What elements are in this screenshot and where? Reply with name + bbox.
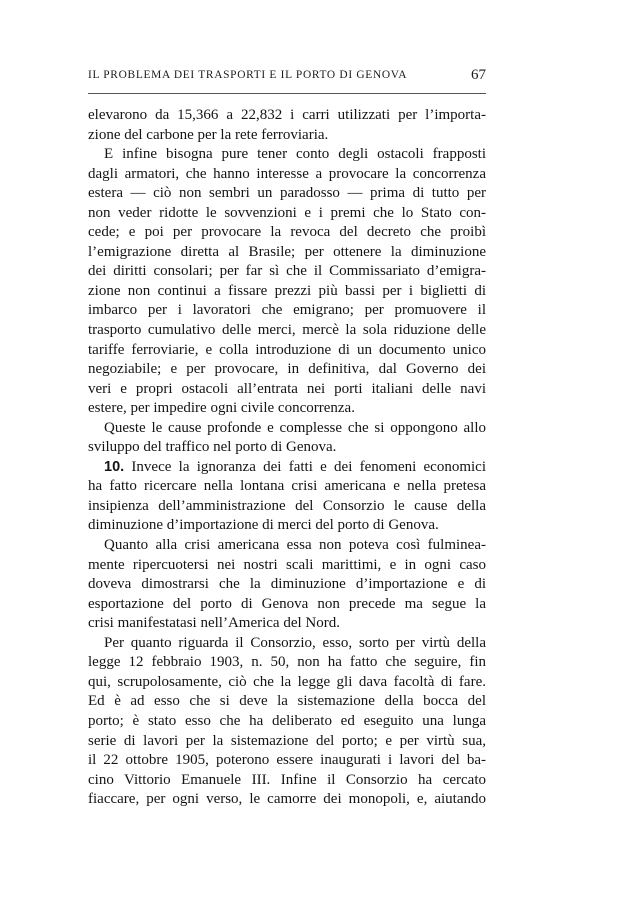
text-line	[88, 458, 486, 478]
text-line: Quanto alla crisi americana essa non poteva così fulminea-	[104, 537, 486, 554]
text-line: Per quanto riguarda il Consorzio, esso, sorto per virtù della	[104, 634, 486, 651]
paragraph	[88, 145, 486, 419]
text-line: estera — ciò non sembri un paradosso — prima di tutto per	[88, 185, 486, 202]
text-line: insipienza dell’amministrazione del Consorzio le cause della	[88, 497, 486, 514]
text-line: il 22 ottobre 1905, poterono essere inaugurati i lavori del ba-	[88, 752, 486, 769]
text-line: sviluppo del traffico nel porto di Genova.	[88, 439, 337, 456]
text-line: doveva dimostrarsi che la diminuzione d’importazione e di	[88, 576, 486, 593]
text-line: non veder ridotte le sovvenzioni e i premi che lo Stato con-	[88, 204, 486, 221]
text-line: trasporto cumulativo delle merci, mercè la sola riduzione delle	[88, 322, 486, 339]
paragraph	[88, 634, 486, 810]
header-rule	[88, 93, 486, 94]
text-line: zione del carbone per la rete ferroviaria.	[88, 126, 329, 143]
text-line: qui, scrupolosamente, ciò che la legge gli dava facoltà di fare.	[88, 673, 486, 690]
page-number: 67	[471, 67, 486, 83]
text-line: imbarco per i lavoratori che emigrano; per promuovere il	[88, 302, 486, 319]
paragraph	[88, 419, 486, 458]
text-line: esportazione del porto di Genova non precede ma segue la	[88, 595, 486, 612]
paragraph	[88, 536, 486, 634]
text-line: fiaccare, per ogni verso, le camorre dei monopoli, e, aiutando	[88, 791, 486, 808]
text-line: Ed è ad esso che si deve la sistemazione della bocca del	[88, 693, 486, 710]
text-line: cede; e poi per provocare la revoca del decreto che proibì	[88, 224, 486, 241]
text-line: tariffe ferroviarie, e colla introduzione di un documento unico	[88, 341, 486, 358]
text-line: negoziabile; e per provocare, in definitiva, dal Governo dei	[88, 361, 486, 378]
text-line: estere, per impedire ogni civile concorrenza.	[88, 400, 355, 417]
text-line: elevarono da 15,366 a 22,832 i carri utilizzati per l’importa-	[88, 107, 486, 123]
text-line: l’emigrazione diretta al Brasile; per ottenere la diminuzione	[88, 243, 486, 260]
text-line: Queste le cause profonde e complesse che si oppongono allo	[104, 419, 486, 436]
text-line: veri e propri ostacoli all’entrata nei porti italiani delle navi	[88, 380, 486, 397]
text-line: cino Vittorio Emanuele III. Infine il Consorzio ha cercato	[88, 771, 486, 788]
text-line: dagli armatori, che hanno interesse a provocare la concorrenza	[88, 165, 486, 182]
paragraph	[88, 106, 486, 145]
text-line: legge 12 febbraio 1903, n. 50, non ha fatto che seguire, fin	[88, 654, 486, 671]
text-line: serie di lavori per la sistemazione del porto; e per virtù sua,	[88, 732, 486, 749]
text-line: crisi manifestatasi nell’America del Nord.	[88, 615, 340, 632]
running-header: IL PROBLEMA DEI TRASPORTI E IL PORTO DI GENOVA	[88, 69, 408, 81]
text-line: porto; è stato esso che ha deliberato ed eseguito una lunga	[88, 712, 486, 729]
text-line: mente ripercuotersi nei nostri scali marittimi, e in ogni caso	[88, 556, 486, 573]
text-line: E infine bisogna pure tener conto degli ostacoli frapposti	[104, 146, 486, 163]
text-line: zione non continui a fissare prezzi più bassi per i biglietti di	[88, 282, 486, 299]
text-line: diminuzione d’importazione di merci del porto di Genova.	[88, 517, 439, 534]
text-line-content: Invece la ignoranza dei fatti e dei fenomeni economici	[124, 458, 486, 475]
text-line: ha fatto ricercare nella lontana crisi americana e nella pretesa	[88, 478, 486, 495]
text-line: dei diritti consolari; per far sì che il Commissariato d’emigra-	[88, 263, 486, 280]
section-number: 10.	[104, 458, 125, 475]
body-text	[88, 106, 486, 810]
paragraph-section-10	[88, 458, 486, 536]
